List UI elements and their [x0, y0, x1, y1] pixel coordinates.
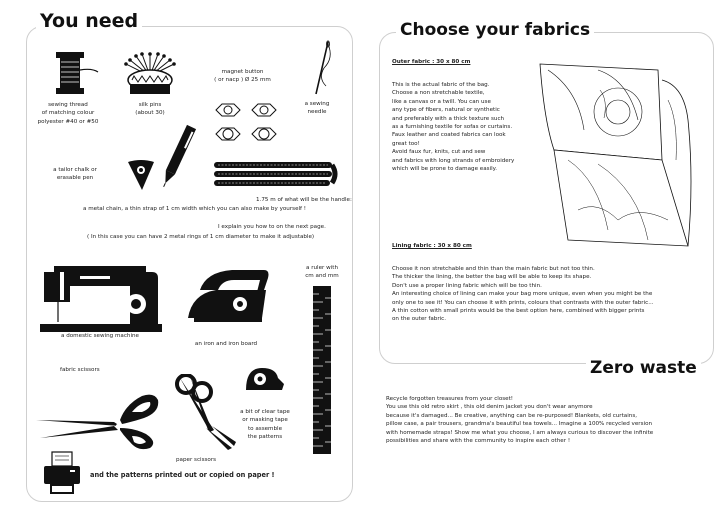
outer-text-7: Faux leather and coated fabrics can look: [392, 132, 506, 139]
chalk-label-1: a tailor chalk or: [53, 167, 97, 173]
lining-text-2: The thicker the lining, the better the bag will be able to keep its shape.: [392, 274, 592, 281]
ruler-icon: [311, 286, 333, 456]
choose-fabrics-title: Choose your fabrics: [396, 20, 594, 40]
lining-fabric-label: Lining fabric : 30 x 80 cm: [392, 243, 472, 249]
sewing-machine-icon: [40, 264, 164, 334]
outer-text-11: which will be prone to damage easily.: [392, 166, 497, 173]
lining-text-3: Don't use a proper lining fabric which will be too thin.: [392, 282, 542, 289]
zero-text-5: with homemade straps! Show me what you choose, I am always curious to discover the infinite: [386, 429, 654, 436]
needle-label-1: a sewing: [304, 101, 330, 107]
thread-label-2: of matching colour: [41, 110, 95, 117]
outer-text-9: Avoid faux fur, knits, cut and sew: [392, 149, 486, 156]
tape-label-1: a bit of clear tape: [240, 409, 290, 415]
handle-line-2: a metal chain, a thin strap of 1 cm width which you can also make by yourself !: [83, 206, 307, 212]
machine-label: a domestic sewing machine: [61, 333, 139, 339]
handle-line-3: I explain you how to on the next page.: [218, 224, 326, 230]
you-need-title: You need: [36, 10, 142, 32]
tape-dispenser-icon: [244, 364, 286, 392]
pen-icon: [158, 120, 198, 192]
outer-text-8: great too!: [392, 140, 420, 147]
outer-text-2: Choose a non stretchable textile,: [392, 90, 485, 97]
lining-text-5: only one to see it! You can choose it with prints, colours that contrasts with the outer fabric...: [392, 299, 654, 306]
ruler-label-2: cm and mm: [305, 273, 339, 280]
thread-label-1: sewing thread: [48, 102, 88, 108]
zero-text-4: pillow case, a pair trousers, grandma's beautiful tea towels... Imagine a 100% recycled version: [386, 421, 653, 428]
patterns-line: and the patterns printed out or copied on paper !: [90, 471, 275, 479]
outer-text-1: This is the actual fabric of the bag.: [392, 82, 490, 88]
printer-icon: [42, 450, 82, 496]
outer-text-3: like a canvas or a twill. You can use: [392, 98, 491, 105]
iron-icon: [186, 266, 272, 326]
paper-scissors-icon: [162, 374, 238, 452]
fabric-scissors-label: fabric scissors: [60, 367, 100, 373]
outer-fabric-label: Outer fabric : 30 x 80 cm: [392, 59, 471, 65]
tape-label-3: to assemble: [247, 425, 283, 432]
ruler-label-1: a ruler with: [306, 265, 338, 271]
tape-label-4: the patterns: [247, 434, 283, 441]
pins-label-2: (about 30): [135, 110, 165, 117]
outer-text-4: any type of fibers, natural or synthetic: [392, 107, 500, 114]
handle-line-4: ( In this case you can have 2 metal rings of 1 cm diameter to make it adjustable): [87, 234, 315, 240]
chalk-label-2: erasable pen: [56, 175, 94, 182]
strap-icon: [212, 158, 338, 196]
right-page: [360, 0, 720, 509]
needle-label-2: needle: [307, 109, 327, 116]
thread-label-3: polyester #40 or #50: [37, 118, 99, 125]
zero-text-3: because it's damaged... Be creative, anything can be re-purposed! Blankets, old curtains,: [386, 412, 638, 419]
paper-scissors-label: paper scissors: [176, 457, 217, 463]
iron-label: an iron and iron board: [194, 341, 258, 347]
fabric-swatch-illustration: [538, 60, 698, 250]
zero-text-2: You use this old retro skirt , this old denim jacket you don't wear anymore: [386, 404, 593, 411]
magnet-button-icon: [212, 100, 282, 146]
needle-icon: [312, 38, 336, 98]
pins-label-1: silk pins: [138, 102, 162, 108]
outer-text-6: as a furnishing textile for sofas or curtains.: [392, 124, 513, 131]
zero-text-1: Recycle forgotten treasures from your closet!: [386, 396, 514, 402]
outer-text-10: and fabrics with long strands of embroidery: [392, 157, 515, 164]
magnet-label-1: magnet button: [221, 69, 264, 75]
lining-text-6: A thin cotton with small prints would be the best option here, combined with bigger prints: [392, 308, 645, 315]
lining-text-4: An interesting choice of lining can make your bag more unique, even when you might be the: [392, 291, 653, 298]
tape-label-2: or masking tape: [242, 417, 288, 424]
outer-text-5: and preferably with a thick texture such: [392, 115, 505, 122]
magnet-label-2: ( or nacp ) Ø 25 mm: [214, 77, 271, 84]
zero-waste-title: Zero waste: [586, 358, 701, 378]
lining-text-1: Choose it non stretchable and thin than the main fabric but not too thin.: [392, 266, 595, 272]
fabric-scissors-icon: [34, 382, 174, 452]
pincushion-icon: [122, 52, 178, 98]
thread-spool-icon: [50, 50, 100, 96]
handle-line-1: 1.75 m of what will be the handle:: [256, 197, 352, 203]
tailor-chalk-icon: [126, 158, 156, 192]
zero-text-6: possibilities and share with the community to inspire each other !: [386, 438, 571, 445]
lining-text-7: on the outer fabric.: [392, 316, 447, 323]
